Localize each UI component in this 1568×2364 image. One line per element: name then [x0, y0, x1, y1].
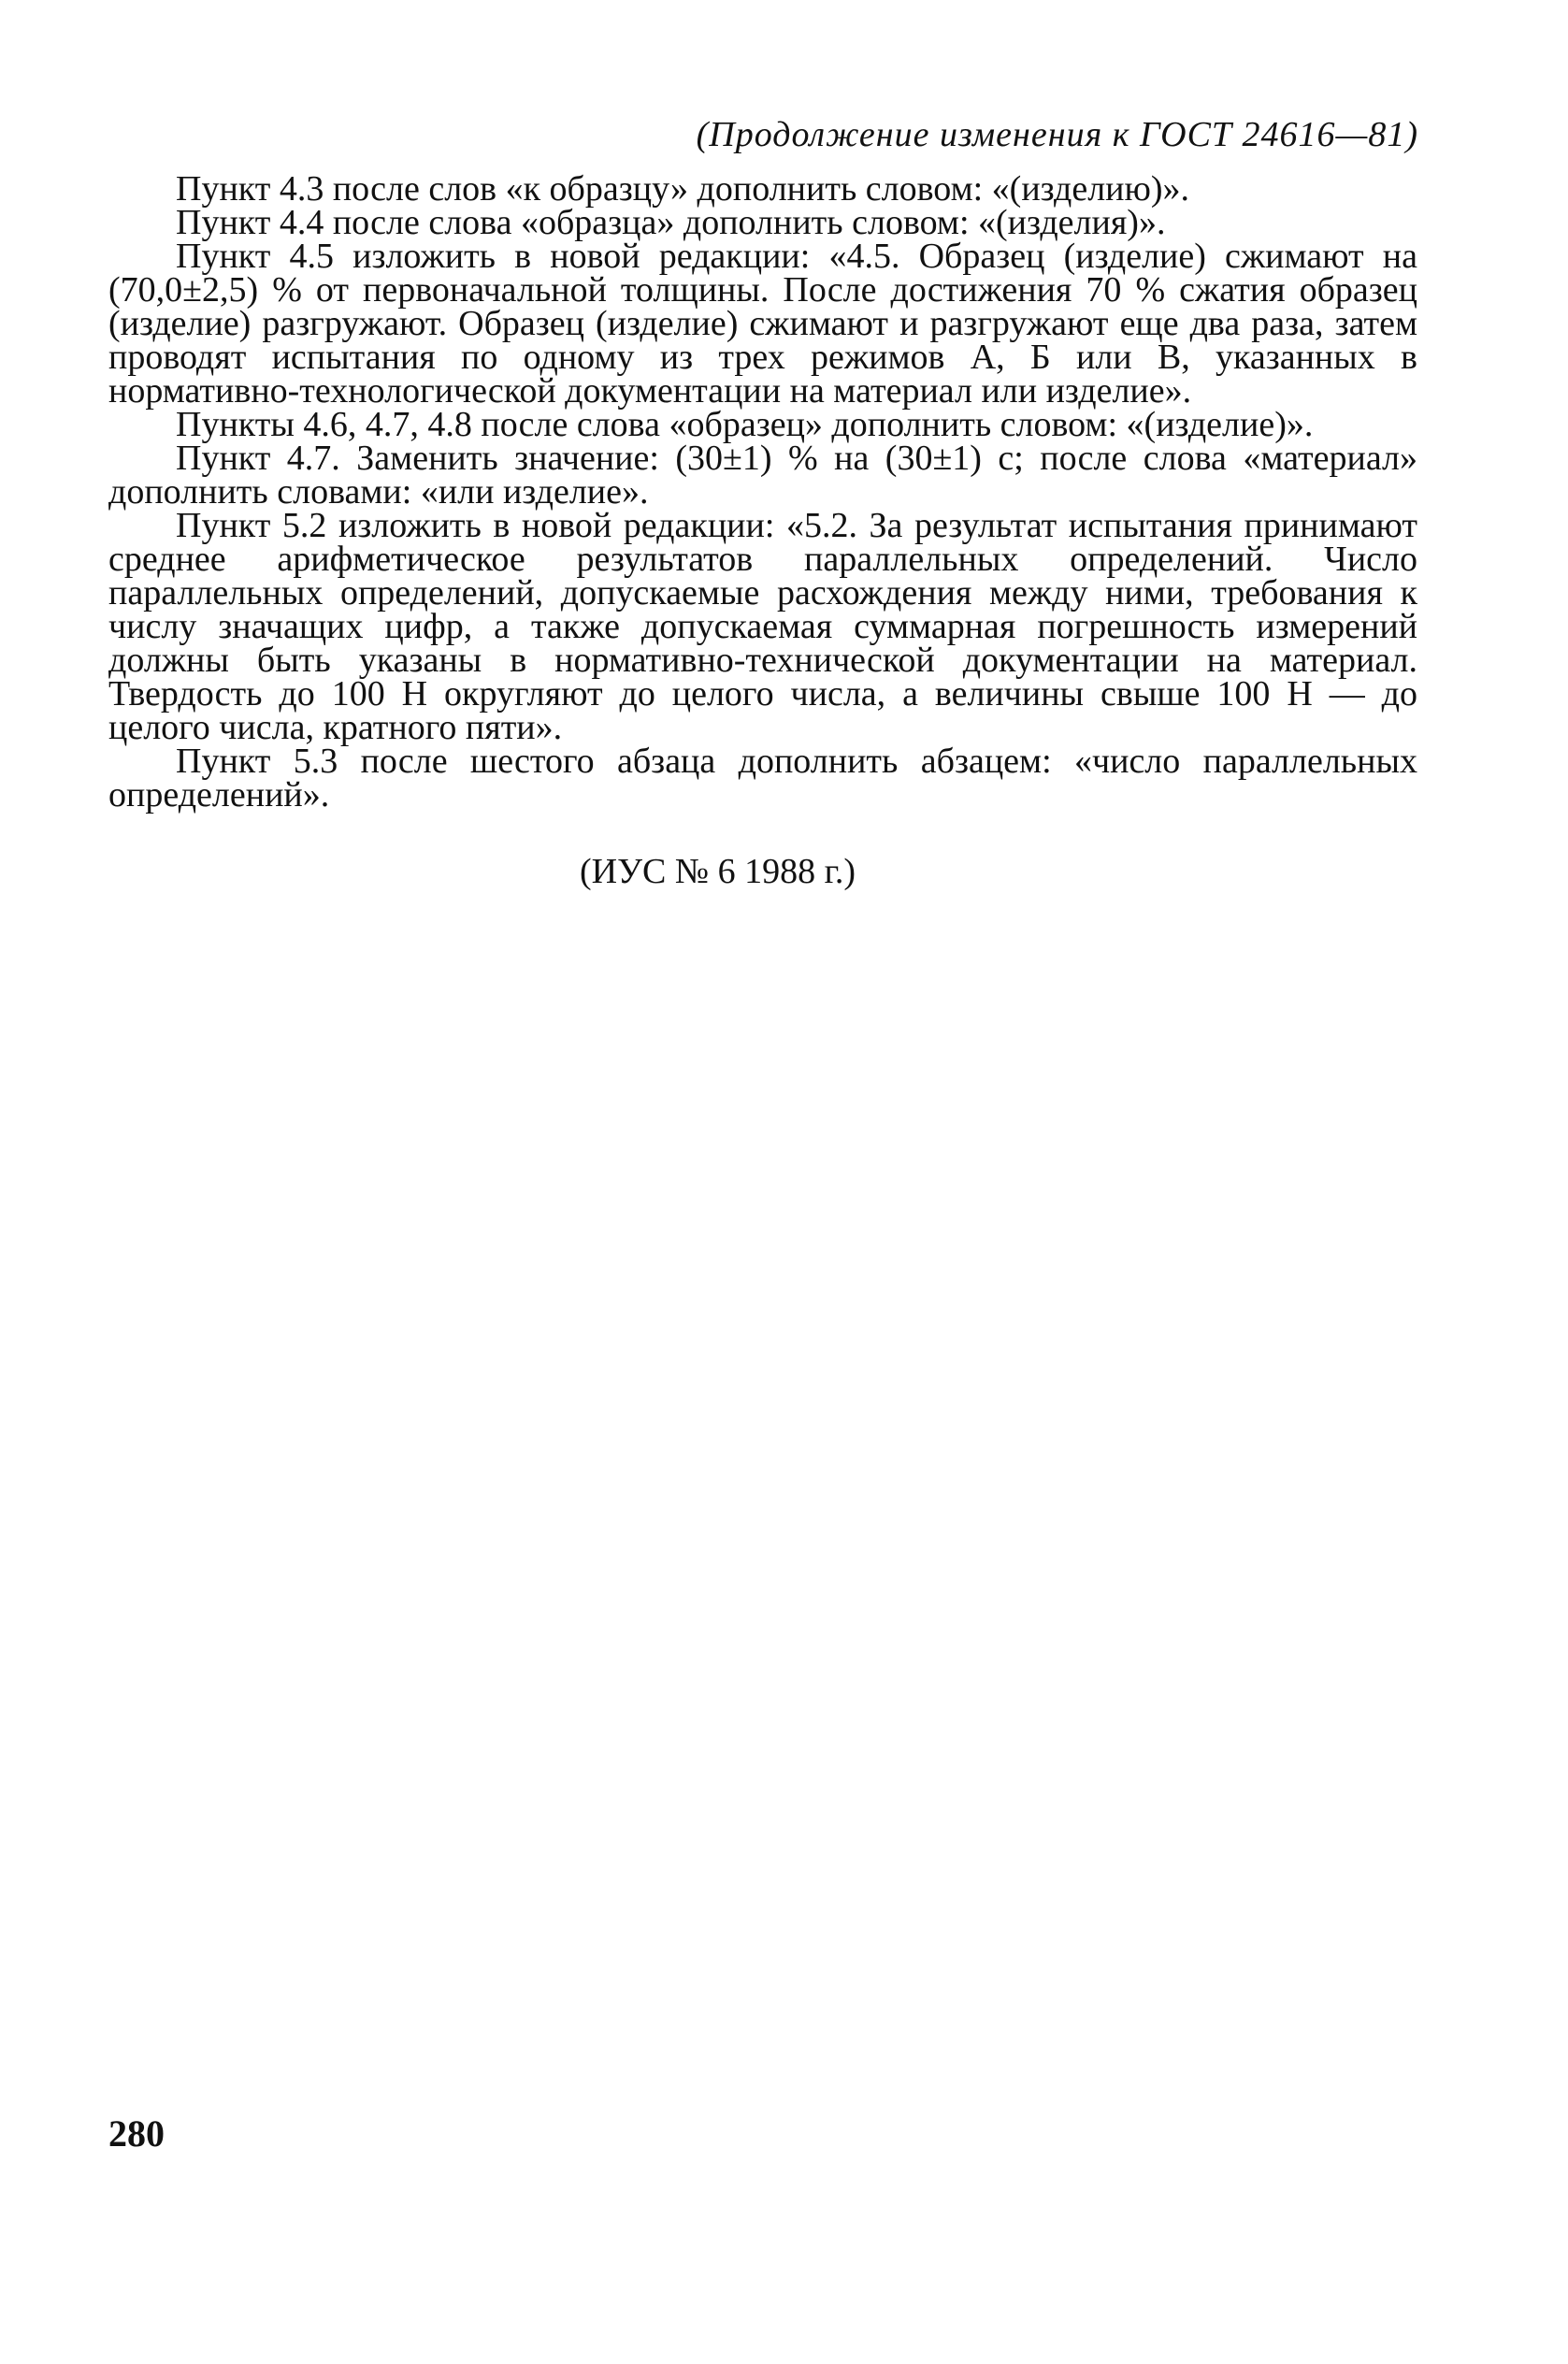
continuation-header: (Продолжение изменения к ГОСТ 24616—81) [696, 115, 1418, 154]
amendment-text [108, 169, 1417, 814]
paragraph-4-6-4-8: Пункты 4.6, 4.7, 4.8 после слова «образец» дополнить словом: «(изделие)». [176, 405, 1314, 444]
source-reference: (ИУС № 6 1988 г.) [580, 852, 856, 891]
paragraph-4-5: Пункт 4.5 изложить в новой редакции: «4.5. Образец (изделие) сжимают на (70,0±2,5) % от первоначальной толщины. После достижения 70 % сжатия образец (изделие) разгружают. Образец (изделие) сжимают и разгружают еще два раза, затем проводят испытания по одному из трех режимов А, Б или В, указанных в нормативно-технологической документации на материал или изделие». [108, 237, 1417, 411]
paragraph-4-3: Пункт 4.3 после слов «к образцу» дополнить словом: «(изделию)». [176, 169, 1190, 209]
paragraph-5-3: Пункт 5.3 после шестого абзаца дополнить абзацем: «число параллельных определений». [108, 742, 1417, 814]
paragraph-4-7: Пункт 4.7. Заменить значение: (30±1) % на (30±1) с; после слова «материал» дополнить словами: «или изделие». [108, 439, 1417, 512]
page-number: 280 [108, 2112, 165, 2155]
paragraph-4-4: Пункт 4.4 после слова «образца» дополнить словом: «(изделия)». [176, 203, 1166, 242]
paragraph-5-2: Пункт 5.2 изложить в новой редакции: «5.2. За результат испытания принимают среднее арифметическое результатов параллельных определений. Число параллельных определений, допускаемые расхождения между ними, требования к числу значащих цифр, а также допускаемая суммарная погрешность измерений должны быть указаны в нормативно-технической документации на материал. Твердость до 100 Н округляют до целого числа, а величины свыше 100 Н — до целого числа, кратного пяти». [108, 506, 1417, 747]
